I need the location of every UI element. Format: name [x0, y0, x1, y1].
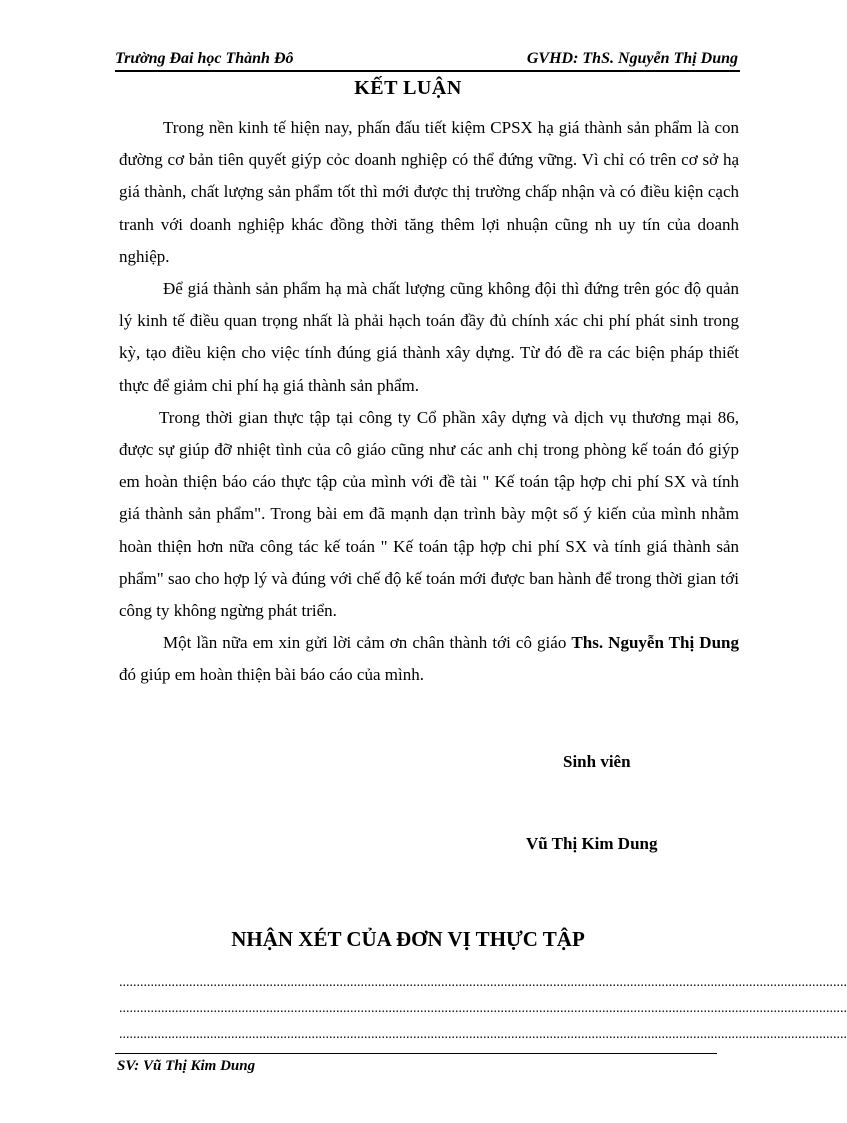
paragraph-3: Trong thời gian thực tập tại công ty Cổ phần xây dựng và dịch vụ thương mại 86, được sự giúp đỡ nhiệt tình của cô giáo cũng như các anh chị trong phòng kế toán đó giýp em hoàn thiện báo cáo thực tập của mình với đề tài " Kế toán tập hợp chi phí SX và tính giá thành sản phẩm". Trong bài em đã mạnh dạn trình bày một số ý kiến của mình nhằm hoàn thiện hơn nữa công tác kế toán " Kế toán tập hợp chi phí SX và tính giá thành sản phẩm" sao cho hợp lý và đúng với chế độ kế toán mới được ban hành để trong thời gian tới công ty không ngừng phát triển. [119, 407, 739, 621]
paragraph-4-start: Một lần nữa em xin gửi lời cảm ơn chân thành tới cô giáo [163, 633, 572, 653]
dotted-line: ................................................................................................................................................................................................................ [119, 1027, 847, 1042]
header-school: Trường Đai học Thành Đô [115, 50, 294, 67]
paragraph-4 [119, 627, 739, 691]
header-advisor: GVHD: ThS. Nguyễn Thị Dung [526, 50, 738, 67]
page-footer: SV: Vũ Thị Kim Dung [117, 1058, 256, 1074]
conclusion-body [119, 112, 739, 692]
paragraph-4-end: đó giúp em hoàn thiện bài báo cáo của mình. [119, 665, 424, 685]
dotted-line: ................................................................................................................................................................................................................ [119, 1001, 847, 1016]
signature-name: Vũ Thị Kim Dung [526, 834, 658, 853]
paragraph-2: Để giá thành sản phẩm hạ mà chất lượng cũng không đội thì đứng trên góc độ quản lý kinh tế điều quan trọng nhất là phải hạch toán đầy đủ chính xác chi phí phát sinh trong kỳ, tạo điều kiện cho việc tính đúng giá thành xây dựng. Từ đó đề ra các biện pháp thiết thực để giảm chi phí hạ giá thành sản phẩm. [119, 279, 739, 395]
dotted-line: ................................................................................................................................................................................................................ [119, 975, 847, 990]
signature-role: Sinh viên [563, 752, 631, 771]
paragraph-1: Trong nền kinh tế hiện nay, phấn đấu tiết kiệm CPSX hạ giá thành sản phẩm là con đường cơ bản tiên quyết giýp cỏc doanh nghiệp có thể đứng vững. Vì chỉ có trên cơ sở hạ giá thành, chất lượng sản phẩm tốt thì mới được thị trường chấp nhận và có điều kiện cạch tranh với doanh nghiệp khác đồng thời tăng thêm lợi nhuận cũng nh uy tín của doanh nghiệp. [119, 118, 739, 266]
section-title: NHẬN XÉT CỦA ĐƠN VỊ THỰC TẬP [231, 927, 585, 951]
page-title: KẾT LUẬN [354, 77, 462, 99]
footer-divider [115, 1053, 717, 1054]
page-header [115, 48, 740, 72]
teacher-name: Ths. Nguyễn Thị Dung [571, 633, 739, 653]
